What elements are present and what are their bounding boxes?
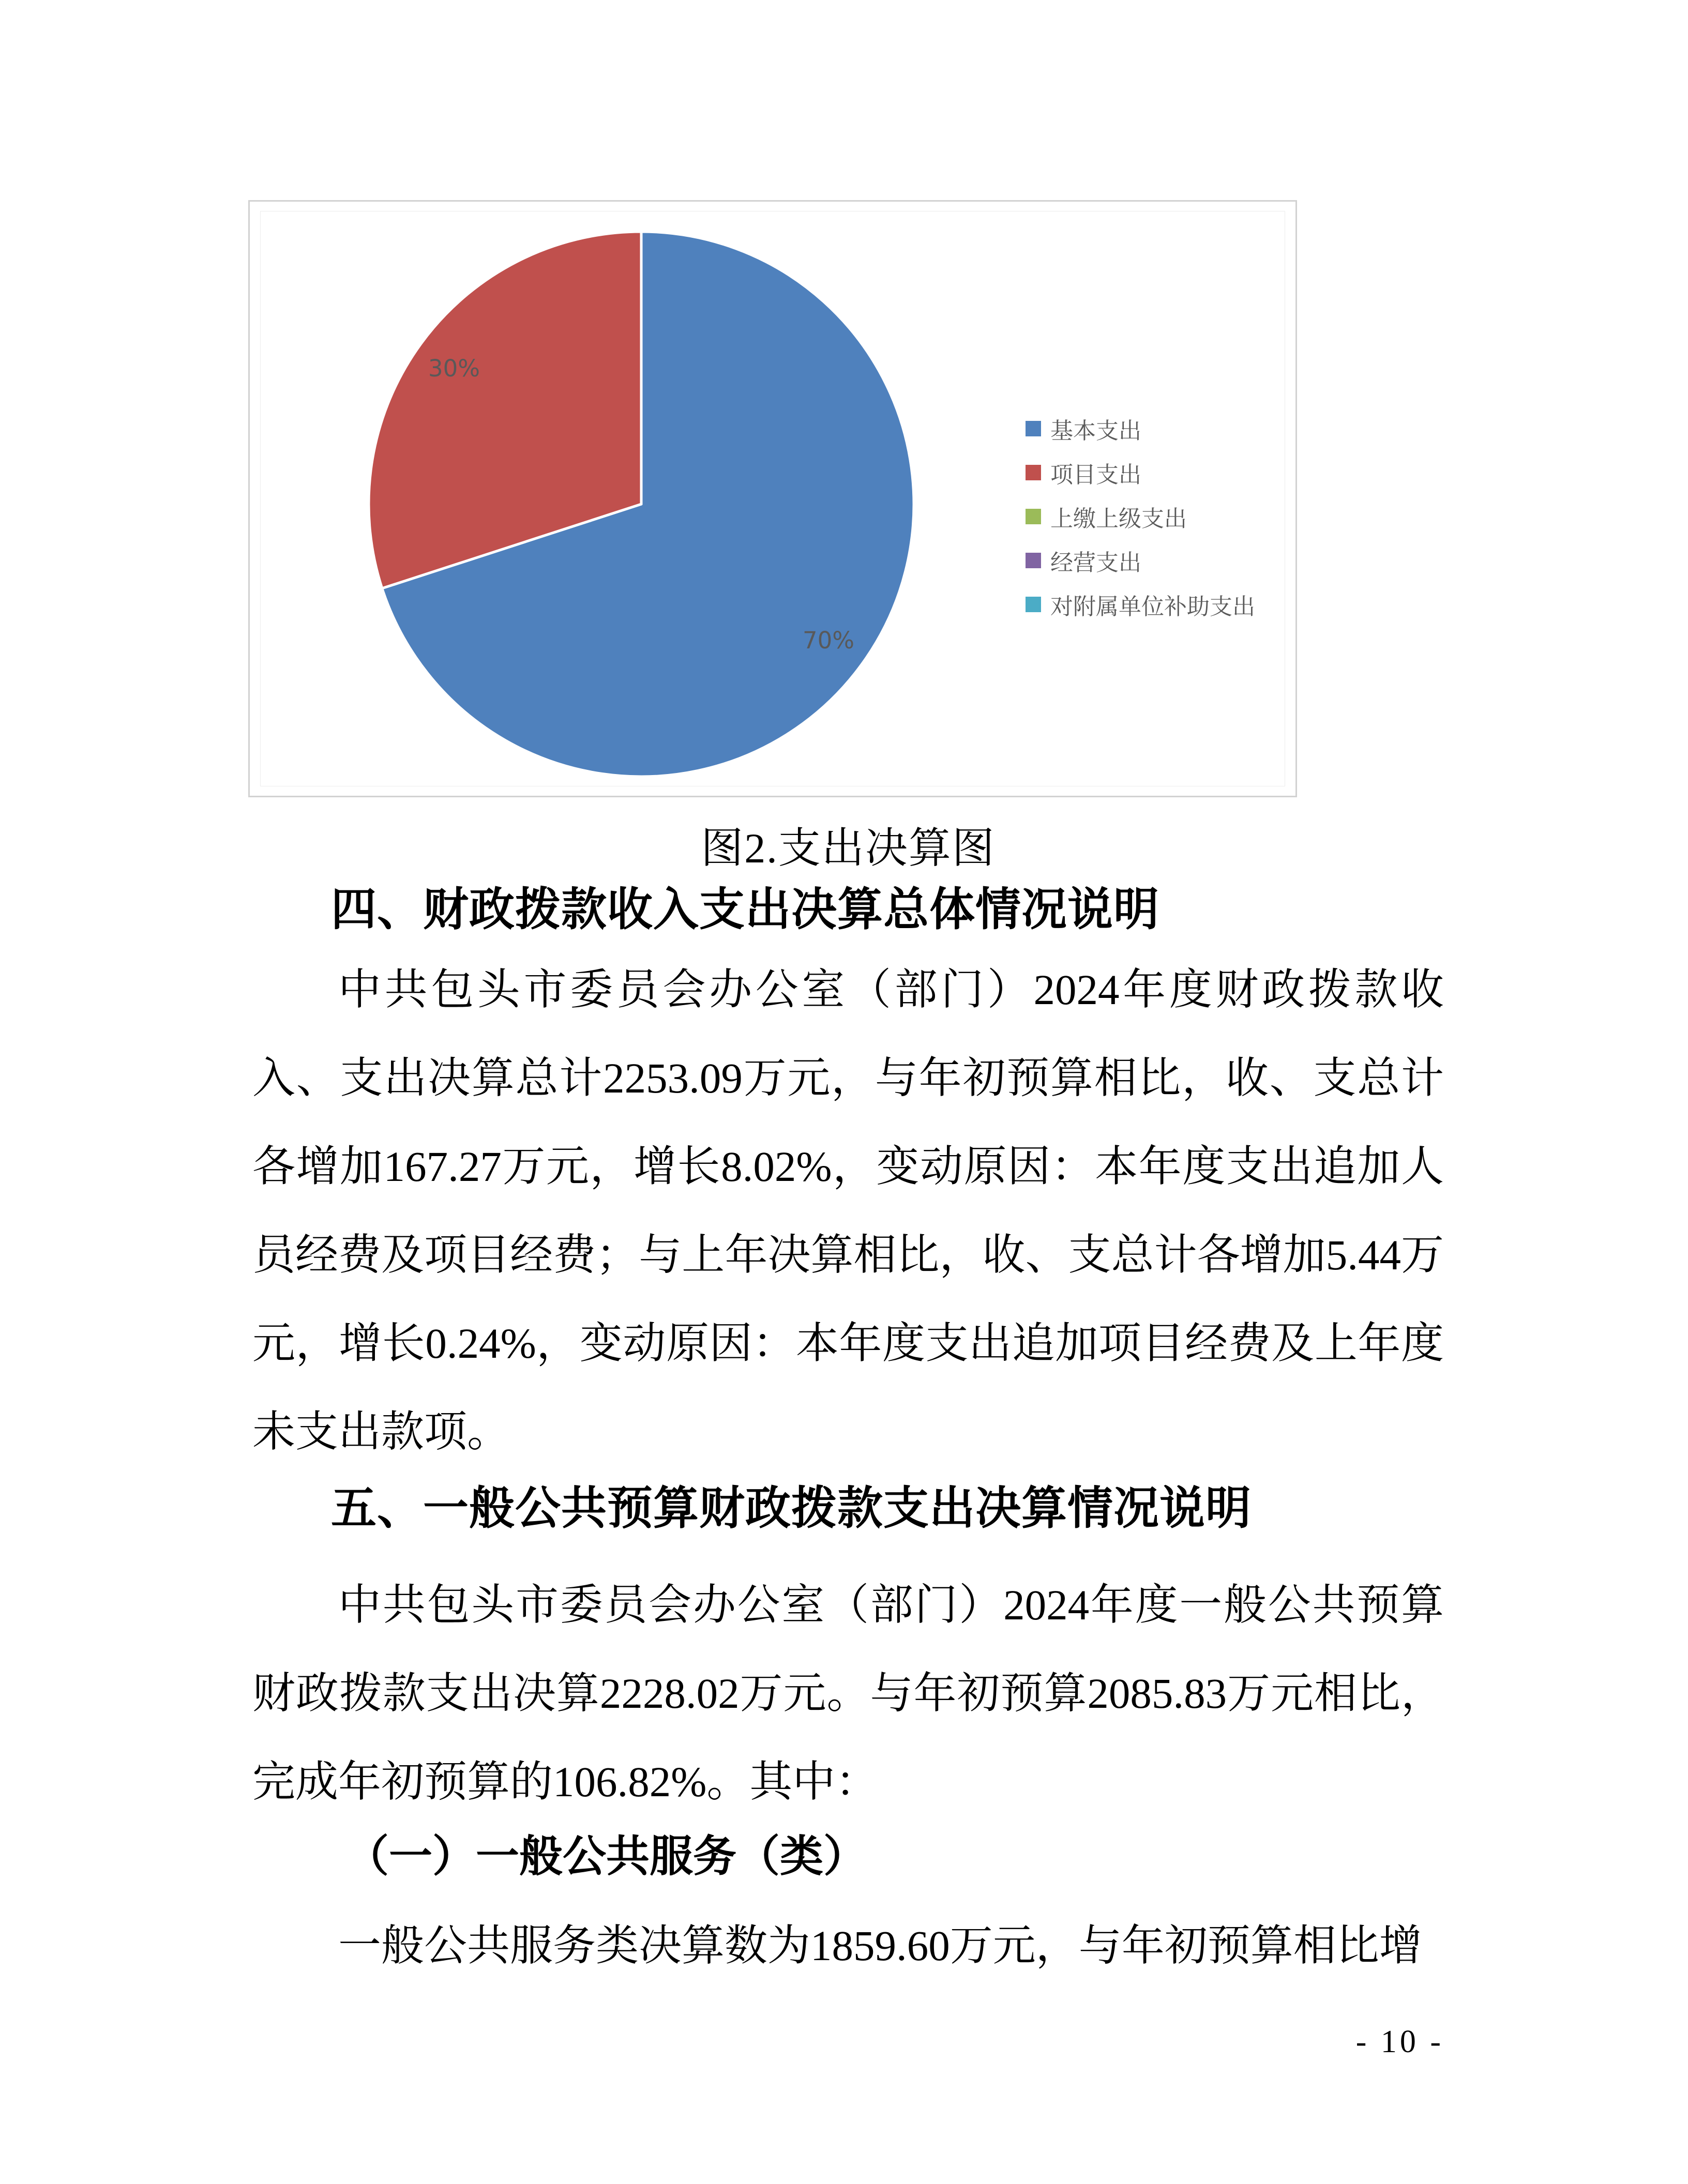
legend-item xyxy=(1026,450,1255,494)
section-heading-4: 四、财政拨款收入支出决算总体情况说明 xyxy=(331,883,1160,936)
legend-item xyxy=(1026,538,1255,582)
section-heading-5: 五、一般公共预算财政拨款支出决算情况说明 xyxy=(331,1481,1252,1535)
pie-data-label: 30% xyxy=(428,355,480,382)
pie-data-label: 70% xyxy=(802,627,855,654)
legend-item xyxy=(1026,582,1255,626)
legend-label: 经营支出 xyxy=(1050,549,1141,576)
paragraph-section-4: 中共包头市委员会办公室（部门）2024年度财政拨款收入、支出决算总计2253.09万元，与年初预算相比，收、支总计各增加167.27万元，增长8.02%，变动原因：本年度支出追加人员经费及项目经费；与上年决算相比，收、支总计各增加5.44万元，增长0.24%，变动原因：本年度支出追加项目经费及上年度未支出款项。 xyxy=(252,966,1444,1455)
figure-caption: 图2.支出决算图 xyxy=(701,825,996,872)
pie-chart xyxy=(366,229,916,779)
paragraph-subsection-1: 一般公共服务类决算数为1859.60万元，与年初预算相比增 xyxy=(338,1922,1422,1969)
legend-swatch-icon xyxy=(1026,553,1041,568)
legend-label: 基本支出 xyxy=(1050,417,1141,444)
paragraph-section-5: 中共包头市委员会办公室（部门）2024年度一般公共预算财政拨款支出决算2228.02万元。与年初预算2085.83万元相比，完成年初预算的106.82%。其中： xyxy=(252,1581,1444,1806)
chart-legend xyxy=(1026,406,1255,626)
page-number: - 10 - xyxy=(1355,2024,1444,2059)
expenditure-chart-frame xyxy=(248,200,1297,797)
legend-label: 项目支出 xyxy=(1050,461,1141,488)
legend-label: 对附属单位补助支出 xyxy=(1050,593,1255,620)
legend-item xyxy=(1026,494,1255,538)
legend-label: 上缴上级支出 xyxy=(1050,505,1187,532)
legend-swatch-icon xyxy=(1026,509,1041,524)
legend-item xyxy=(1026,406,1255,450)
legend-swatch-icon xyxy=(1026,465,1041,480)
legend-swatch-icon xyxy=(1026,597,1041,612)
subsection-heading-1: （一）一般公共服务（类） xyxy=(345,1833,867,1881)
legend-swatch-icon xyxy=(1026,421,1041,436)
